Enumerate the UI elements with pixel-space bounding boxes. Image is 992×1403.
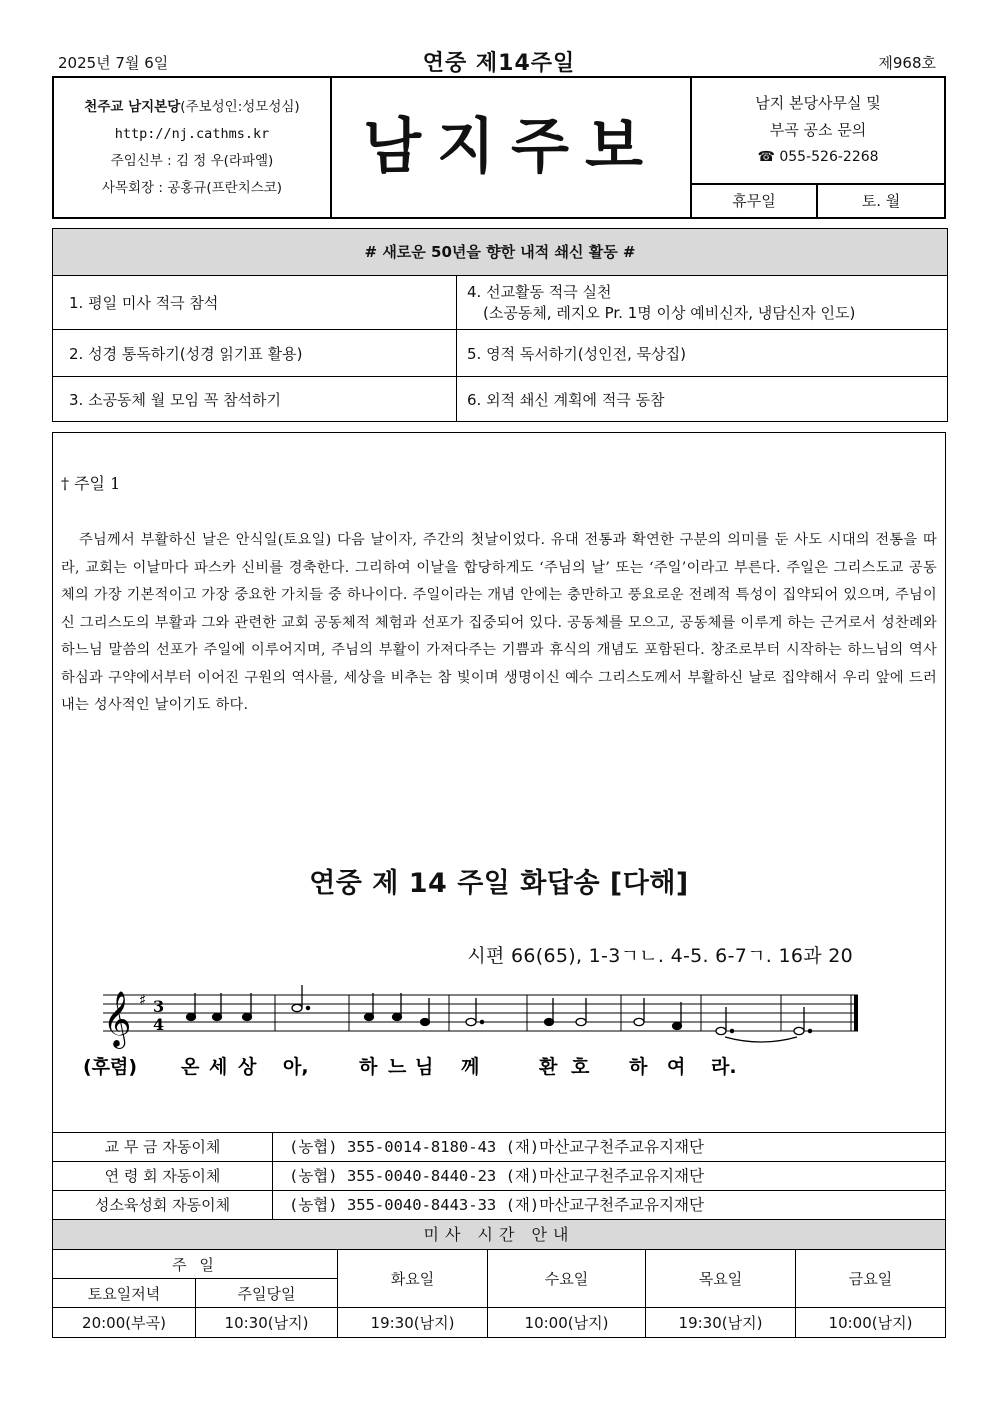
issue-date: 2025년 7월 6일 <box>58 54 169 72</box>
sharp-icon: ♯ <box>139 991 147 1009</box>
notes <box>187 985 812 1035</box>
lyrics <box>83 1055 737 1078</box>
lyric-syllable: 님 <box>415 1056 434 1078</box>
phone-number[interactable]: 055-526-2268 <box>779 149 879 165</box>
masthead-box <box>332 78 692 217</box>
activity-item: 3. 소공동체 월 모임 꼭 참석하기 <box>69 390 282 409</box>
mass-time: 10:00(남지) <box>487 1307 645 1337</box>
patron: (주보성인:성모성심) <box>180 99 300 115</box>
masthead: 남지주보 <box>363 112 659 182</box>
lyric-syllable: 여 <box>667 1056 686 1078</box>
parish-url[interactable]: http://nj.cathms.kr <box>114 126 270 142</box>
article-heading: † 주일 1 <box>61 474 121 493</box>
lyric-syllable: 상 <box>238 1056 257 1078</box>
pastor: 주임신부 : 김 정 우(라파엘) <box>110 153 274 169</box>
activities-title: # 새로운 50년을 향한 내적 쇄신 활동 # <box>53 229 947 276</box>
closed-label: 휴무일 <box>692 185 818 217</box>
article-body: 주님께서 부활하신 날은 안식일(토요일) 다음 날이자, 주간의 첫날이었다. 유대 전통과 확연한 구분의 의미를 둔 사도 시대의 전통을 따라, 교회는 이날마다 파스카 신비를 경축한다. 그리하여 이날을 합당하게도 ‘주님의 날’ 또는 ‘주일’이라고 부른다. 주일은 그리스도교 공동체의 가장 기본적이고 가장 중요한 가치들 중 하나이다. 주일이라는 개념 안에는 충만하고 풍요로운 전례적 특성이 집약되어 있으며, 주님이신 그리스도의 부활과 그와 관련한 교회 공동체적 체험과 선포가 집중되어 있다. 공동체를 모으고, 공동체를 이루게 하는 근거로서 성찬례와 하느님 말씀의 선포가 주일에 이루어지며, 주님의 부활이 가져다주는 기쁨과 휴식의 개념도 포함된다. 창조로부터 시작하는 하느님의 역사하심과 구약에서부터 이어진 구원의 역사를, 세상을 비추는 참 빛이며 생명이신 예수 그리스도께서 부활하신 날로 집약해서 우리 앞에 드러내는 성사적인 날이기도 하다. <box>61 532 937 713</box>
activity-item: 6. 외적 쇄신 계획에 적극 동참 <box>456 377 947 421</box>
mass-time: 19:30(남지) <box>337 1307 487 1337</box>
mass-time: 10:00(남지) <box>795 1307 945 1337</box>
account-number: (농협) 355-0040-8443-33 (재)마산교구천주교유지재단 <box>289 1196 704 1214</box>
psalm-reference: 시편 66(65), 1-3ㄱㄴ. 4-5. 6-7ㄱ. 16과 20 <box>467 945 853 967</box>
lyric-syllable: 하 <box>359 1056 378 1078</box>
account-row <box>53 1161 945 1190</box>
mass-schedule-title: 미사 시간 안내 <box>53 1219 945 1249</box>
lyric-syllable: 호 <box>571 1056 590 1078</box>
account-row <box>53 1132 945 1161</box>
mass-time: 19:30(남지) <box>645 1307 795 1337</box>
account-label: 연 령 회 자동이체 <box>53 1162 273 1190</box>
mass-wed-header: 수요일 <box>487 1249 645 1307</box>
lyric-syllable: 하 <box>629 1056 648 1078</box>
lyric-syllable: 세 <box>209 1056 228 1078</box>
account-label: 교 무 금 자동이체 <box>53 1133 273 1161</box>
account-number: (농협) 355-0040-8440-23 (재)마산교구천주교유지재단 <box>289 1167 704 1185</box>
time-signature-top: 3 <box>153 997 165 1016</box>
mass-sunday-day-header: 주일당일 <box>195 1278 337 1307</box>
activity-item: 1. 평일 미사 적극 참석 <box>53 276 456 330</box>
parish-name: 천주교 남지본당 <box>84 99 181 115</box>
psalm-title: 연중 제 14 주일 화답송 [다해] <box>309 868 689 899</box>
mass-thu-header: 목요일 <box>645 1249 795 1307</box>
music-score <box>83 985 873 1093</box>
account-label: 성소육성회 자동이체 <box>53 1191 273 1219</box>
closed-days-row <box>692 185 944 217</box>
renewal-activities <box>52 228 948 422</box>
lyric-syllable: 라. <box>711 1056 737 1078</box>
lyric-syllable: 께 <box>461 1056 480 1078</box>
lyric-syllable: 환 <box>539 1056 558 1078</box>
bulletin-header <box>52 76 946 219</box>
liturgical-title: 연중 제14주일 <box>422 51 576 76</box>
parish-name-line <box>54 94 330 121</box>
mass-fri-header: 금요일 <box>795 1249 945 1307</box>
office-info <box>692 78 944 217</box>
parish-info <box>54 78 332 217</box>
treble-clef-icon: 𝄞 <box>103 991 132 1047</box>
top-line <box>52 46 946 74</box>
refrain-label: (후렴) <box>83 1056 138 1078</box>
mass-sunday-header: 주 일 <box>53 1249 337 1278</box>
phone-line <box>692 144 944 171</box>
lyric-syllable: 느 <box>388 1056 407 1078</box>
main-content <box>52 432 946 1338</box>
final-barline <box>854 995 858 1031</box>
mass-sat-evening-header: 토요일저녁 <box>53 1278 195 1307</box>
council-head: 사목회장 : 공홍규(프란치스코) <box>101 180 283 196</box>
phone-icon: ☎ <box>757 149 775 165</box>
office-contact <box>692 78 944 185</box>
tie <box>725 1037 797 1042</box>
account-row <box>53 1190 945 1219</box>
mass-tue-header: 화요일 <box>337 1249 487 1307</box>
mass-time: 10:30(남지) <box>195 1307 337 1337</box>
issue-number: 제968호 <box>878 54 936 72</box>
activity-item: 2. 성경 통독하기(성경 읽기표 활용) <box>53 330 456 377</box>
activity-item: 5. 영적 독서하기(성인전, 묵상집) <box>456 330 947 377</box>
mass-time: 20:00(부곡) <box>53 1307 195 1337</box>
account-number: (농협) 355-0014-8180-43 (재)마산교구천주교유지재단 <box>289 1138 704 1156</box>
closed-days: 토. 월 <box>861 192 901 210</box>
lyric-syllable: 온 <box>181 1056 200 1078</box>
activity-item: 4. 선교활동 적극 실천 (소공동체, 레지오 Pr. 1명 이상 예비신자, 냉담신자 인도) <box>456 276 947 330</box>
lyric-syllable: 아, <box>283 1056 309 1078</box>
office-line-1: 남지 본당사무실 및 <box>755 94 881 112</box>
office-line-2: 부곡 공소 문의 <box>769 121 867 139</box>
time-signature-bottom: 4 <box>153 1015 165 1034</box>
